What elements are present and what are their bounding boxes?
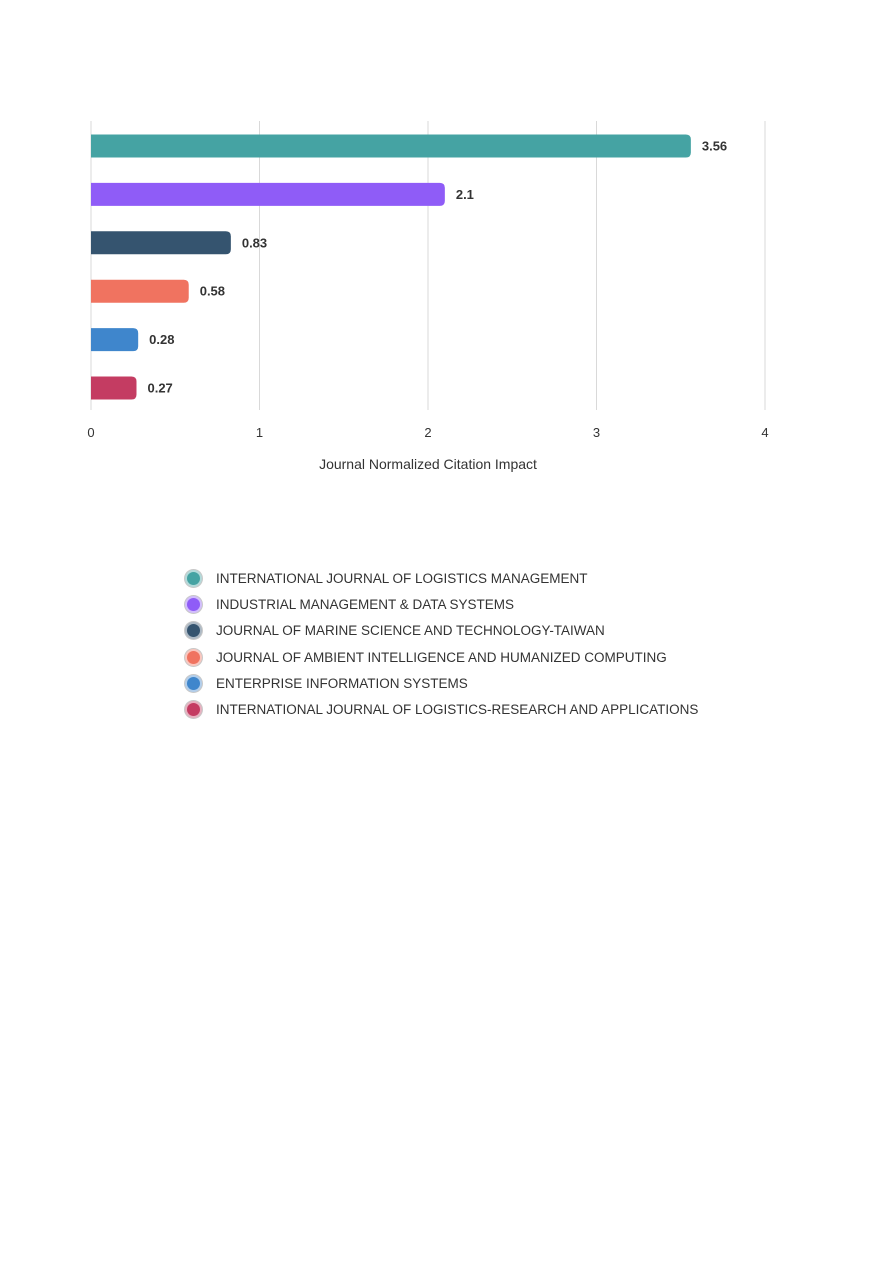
- legend-label: ENTERPRISE INFORMATION SYSTEMS: [216, 675, 468, 691]
- legend-item[interactable]: [185, 618, 698, 644]
- legend-swatch: [185, 701, 202, 718]
- legend-label: INDUSTRIAL MANAGEMENT & DATA SYSTEMS: [216, 596, 515, 612]
- x-tick-label: 0: [87, 425, 95, 440]
- x-tick-label: 3: [592, 425, 601, 440]
- legend: [185, 565, 698, 723]
- bar-value-label: 3.56: [701, 138, 728, 154]
- bar-value-label: 0.27: [147, 380, 173, 396]
- legend-label: INTERNATIONAL JOURNAL OF LOGISTICS-RESEARCH AND APPLICATIONS: [216, 702, 699, 718]
- x-axis-ticks: [87, 425, 768, 440]
- x-tick-label: 1: [255, 425, 264, 440]
- legend-item[interactable]: [185, 591, 698, 617]
- bar[interactable]: [91, 135, 691, 158]
- legend-label: INTERNATIONAL JOURNAL OF LOGISTICS MANAGEMENT: [216, 570, 588, 586]
- legend-swatch: [185, 570, 202, 587]
- legend-item[interactable]: [185, 644, 698, 670]
- legend-item[interactable]: [185, 696, 698, 722]
- bar[interactable]: [91, 183, 445, 206]
- legend-swatch: [185, 596, 202, 613]
- legend-label: JOURNAL OF MARINE SCIENCE AND TECHNOLOGY-TAIWAN: [216, 623, 605, 639]
- x-tick-label: 4: [761, 425, 769, 440]
- bar[interactable]: [91, 280, 189, 303]
- legend-item[interactable]: [185, 565, 698, 591]
- data-labels: [147, 139, 727, 396]
- legend-label: JOURNAL OF AMBIENT INTELLIGENCE AND HUMANIZED COMPUTING: [216, 649, 667, 665]
- bar-value-label: 2.1: [455, 186, 474, 202]
- bar[interactable]: [91, 377, 136, 400]
- legend-swatch: [185, 649, 202, 666]
- bar-value-label: 0.58: [199, 283, 226, 299]
- bars: [91, 135, 691, 400]
- legend-item[interactable]: [185, 670, 698, 696]
- legend-swatch: [185, 675, 202, 692]
- bar-chart: [0, 0, 893, 500]
- gridlines: [91, 121, 765, 410]
- legend-swatch: [185, 622, 202, 639]
- x-tick-label: 2: [424, 425, 432, 440]
- bar[interactable]: [91, 231, 231, 254]
- x-axis-title: Journal Normalized Citation Impact: [319, 456, 537, 472]
- bar[interactable]: [91, 328, 138, 351]
- bar-value-label: 0.28: [149, 332, 175, 348]
- bar-value-label: 0.83: [241, 235, 268, 251]
